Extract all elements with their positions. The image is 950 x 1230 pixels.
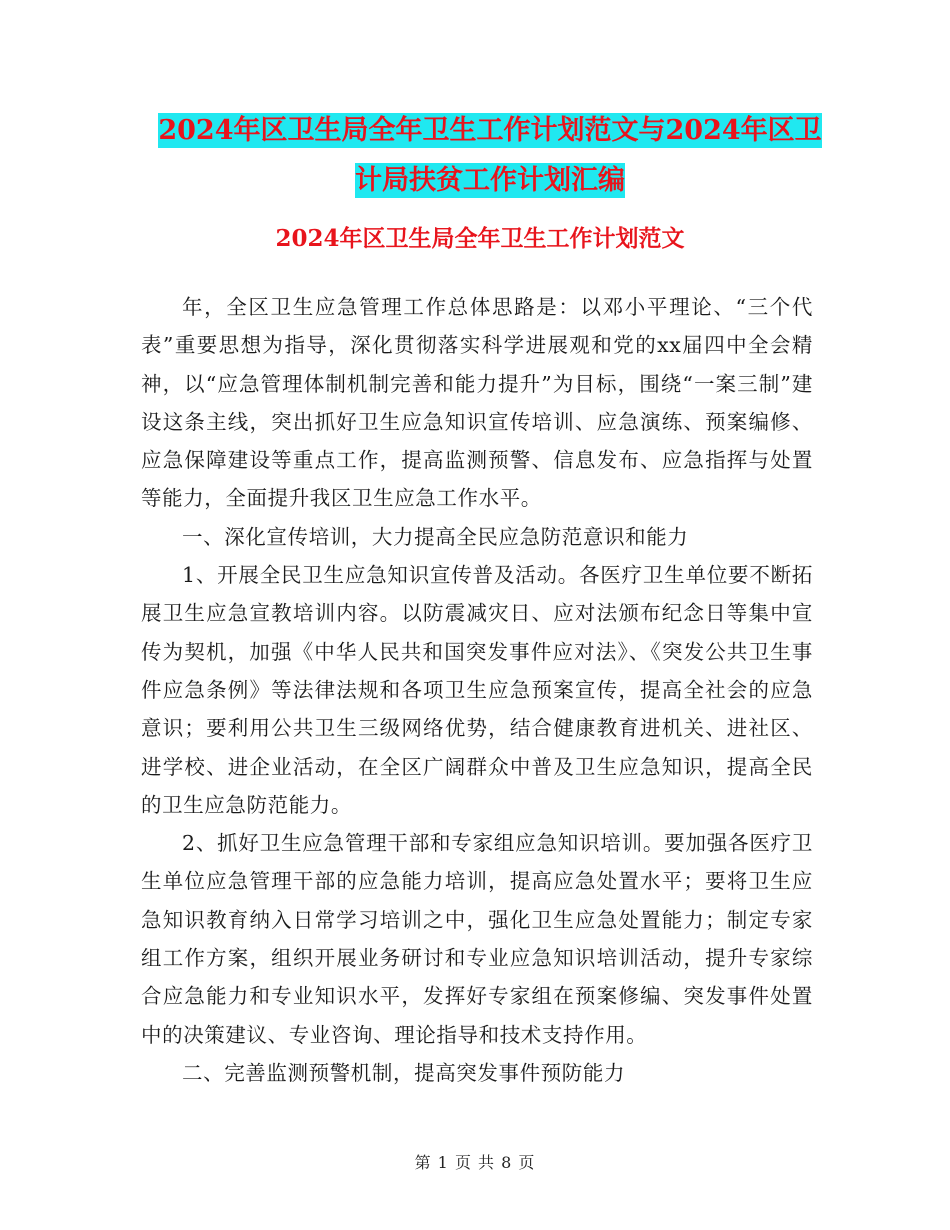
document-title: [140, 106, 840, 206]
paragraph-intro: 年，全区卫生应急管理工作总体思路是：以邓小平理论、“三个代表”重要思想为指导，深化贯彻落实科学进展观和党的xx届四中全会精神，以“应急管理体制机制完善和能力提升”为目标，围绕“一案三制”建设这条主线，突出抓好卫生应急知识宣传培训、应急演练、预案编修、应急保障建设等重点工作，提高监测预警、信息发布、应急指挥与处置等能力，全面提升我区卫生应急工作水平。: [141, 295, 813, 511]
document-body: [141, 288, 813, 1092]
heading-two: 二、完善监测预警机制，提高突发事件预防能力: [182, 1060, 626, 1085]
page-footer: 第 1 页 共 8 页: [414, 1153, 536, 1172]
section-title: 2024年区卫生局全年卫生工作计划范文: [275, 225, 685, 252]
paragraph-item-2: 2、抓好卫生应急管理干部和专家组应急知识培训。要加强各医疗卫生单位应急管理干部的应急能力培训，提高应急处置水平；要将卫生应急知识教育纳入日常学习培训之中，强化卫生应急处置能力；制定专家组工作方案，组织开展业务研讨和专业应急知识培训活动，提升专家综合应急能力和专业知识水平，发挥好专家组在预案修编、突发事件处置中的决策建议、专业咨询、理论指导和技术支持作用。: [141, 831, 813, 1047]
paragraph-item-1: 1、开展全民卫生应急知识宣传普及活动。各医疗卫生单位要不断拓展卫生应急宣教培训内容。以防震减灾日、应对法颁布纪念日等集中宣传为契机，加强《中华人民共和国突发事件应对法》、《突发公共卫生事件应急条例》等法律法规和各项卫生应急预案宣传，提高全社会的应急意识；要利用公共卫生三级网络优势，结合健康教育进机关、进社区、进学校、进企业活动，在全区广阔群众中普及卫生应急知识，提高全民的卫生应急防范能力。: [141, 563, 813, 817]
document-title-line2: 计局扶贫工作计划汇编: [355, 165, 625, 196]
heading-one: 一、深化宣传培训，大力提高全民应急防范意识和能力: [182, 524, 689, 549]
document-title-line1: 2024年区卫生局全年卫生工作计划范文与2024年区卫: [158, 115, 822, 146]
